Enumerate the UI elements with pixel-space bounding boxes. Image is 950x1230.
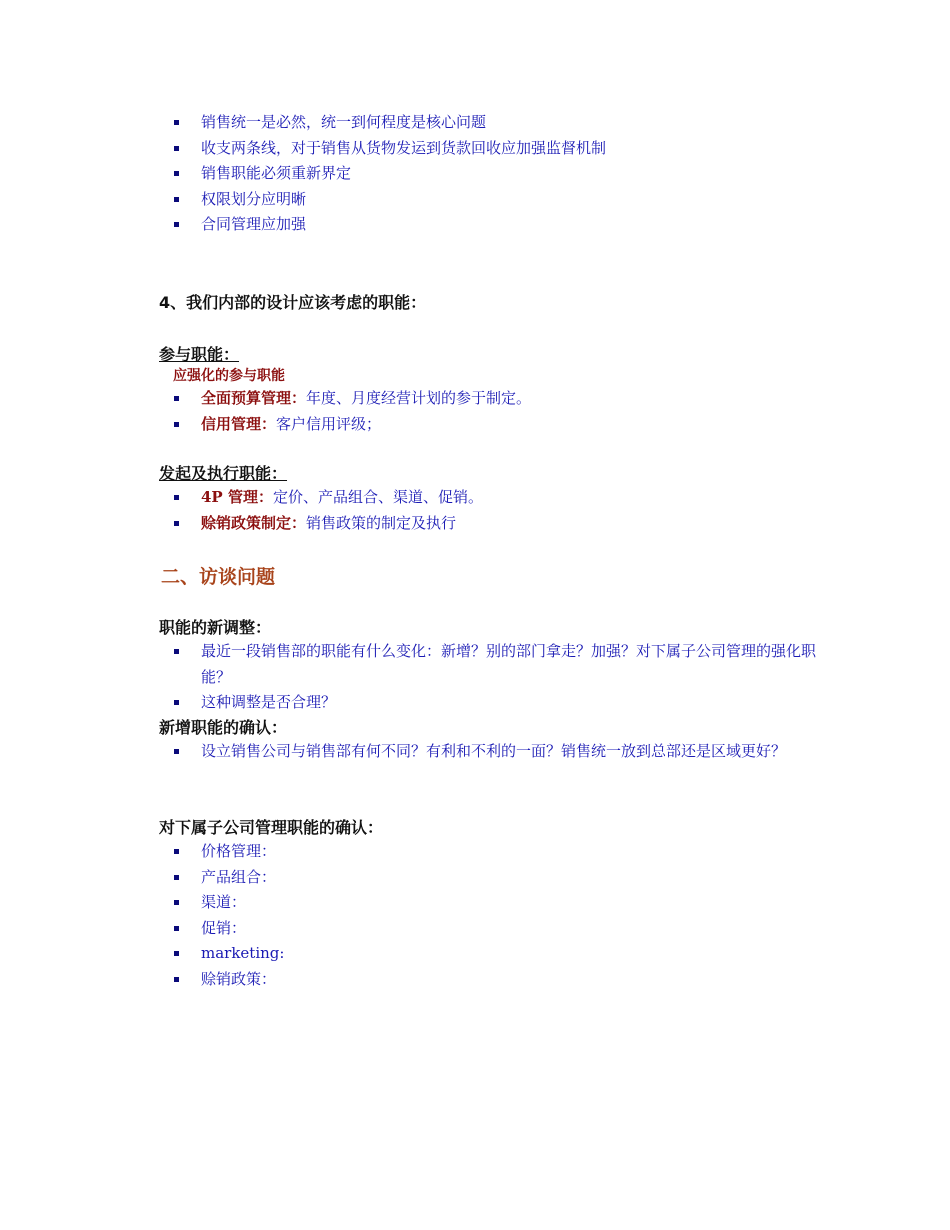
list-item [159, 639, 839, 690]
bullet-icon [174, 926, 179, 931]
new-confirm-heading: 新增职能的确认： [159, 718, 288, 737]
top-bullet-list [159, 110, 839, 238]
list-item-text: 销售统一是必然，统一到何程度是核心问题 [201, 113, 487, 131]
list-item [159, 386, 839, 412]
list-item-text: marketing: [201, 944, 285, 962]
bullet-icon [174, 171, 179, 176]
bullet-icon [174, 396, 179, 401]
sub-mgmt-heading: 对下属子公司管理职能的确认： [159, 818, 384, 837]
bullet-icon [174, 521, 179, 526]
list-item-text: 最近一段销售部的职能有什么变化：新增？别的部门拿走？加强？对下属子公司管理的强化职能？ [201, 642, 817, 686]
new-adjust-heading: 职能的新调整： [159, 618, 272, 637]
list-item-text: 合同管理应加强 [201, 215, 307, 233]
bullet-icon [174, 700, 179, 705]
list-item [159, 161, 839, 187]
list-item [159, 110, 839, 136]
execution-heading: 发起及执行职能： [159, 464, 288, 483]
bullet-icon [174, 146, 179, 151]
item-text: 年度、月度经营计划的参于制定。 [306, 389, 532, 407]
bullet-icon [174, 197, 179, 202]
section4-heading: 4、我们内部的设计应该考虑的职能： [159, 293, 427, 312]
execution-list [159, 485, 839, 536]
bullet-icon [174, 422, 179, 427]
execution-block [159, 463, 839, 536]
list-item [159, 839, 839, 865]
list-item-text: 促销： [201, 918, 247, 937]
participation-heading: 参与职能： [159, 345, 240, 364]
list-item-text: 价格管理： [201, 842, 277, 860]
participation-subheading: 应强化的参与职能 [173, 368, 285, 384]
list-item [159, 739, 839, 765]
bullet-icon [174, 495, 179, 500]
item-label: 赊销政策制定： [201, 513, 307, 532]
list-item [159, 967, 839, 993]
item-label: 4P 管理： [201, 488, 273, 506]
list-item [159, 865, 839, 891]
bullet-icon [174, 649, 179, 654]
list-item [159, 690, 839, 716]
list-item [159, 412, 839, 438]
list-item [159, 941, 839, 967]
new-adjust-list [159, 639, 839, 716]
new-adjust-block [159, 617, 839, 716]
item-text: 定价、产品组合、渠道、促销。 [272, 488, 483, 506]
item-text: 客户信用评级； [276, 414, 382, 433]
list-item [159, 212, 839, 238]
list-item-text: 这种调整是否合理？ [201, 693, 337, 711]
participation-list [159, 386, 839, 437]
new-confirm-list [159, 739, 839, 765]
list-item-text: 收支两条线，对于销售从货物发运到货款回收应加强监督机制 [201, 138, 607, 157]
list-item-text: 销售职能必须重新界定 [201, 164, 352, 182]
list-item [159, 890, 839, 916]
bullet-icon [174, 951, 179, 956]
list-item [159, 485, 839, 511]
bullet-icon [174, 120, 179, 125]
list-item-text: 设立销售公司与销售部有何不同？有利和不利的一面？销售统一放到总部还是区域更好？ [201, 742, 787, 760]
item-label: 信用管理： [201, 414, 277, 433]
list-item-text: 权限划分应明晰 [201, 189, 307, 208]
list-item-text: 产品组合： [201, 867, 277, 886]
item-text: 销售政策的制定及执行 [306, 513, 457, 532]
section2-title: 二、访谈问题 [161, 566, 276, 588]
list-item [159, 916, 839, 942]
new-confirm-block [159, 717, 839, 765]
bullet-icon [174, 222, 179, 227]
participation-block [159, 344, 839, 437]
list-item-text: 赊销政策： [201, 969, 277, 988]
bullet-icon [174, 875, 179, 880]
top-bullet-list-block [159, 110, 839, 238]
bullet-icon [174, 977, 179, 982]
list-item-text: 渠道： [201, 893, 247, 911]
sub-mgmt-list [159, 839, 839, 992]
list-item [159, 187, 839, 213]
item-label: 全面预算管理： [201, 389, 307, 407]
list-item [159, 511, 839, 537]
sub-mgmt-block [159, 817, 839, 992]
bullet-icon [174, 749, 179, 754]
bullet-icon [174, 849, 179, 854]
list-item [159, 136, 839, 162]
bullet-icon [174, 900, 179, 905]
